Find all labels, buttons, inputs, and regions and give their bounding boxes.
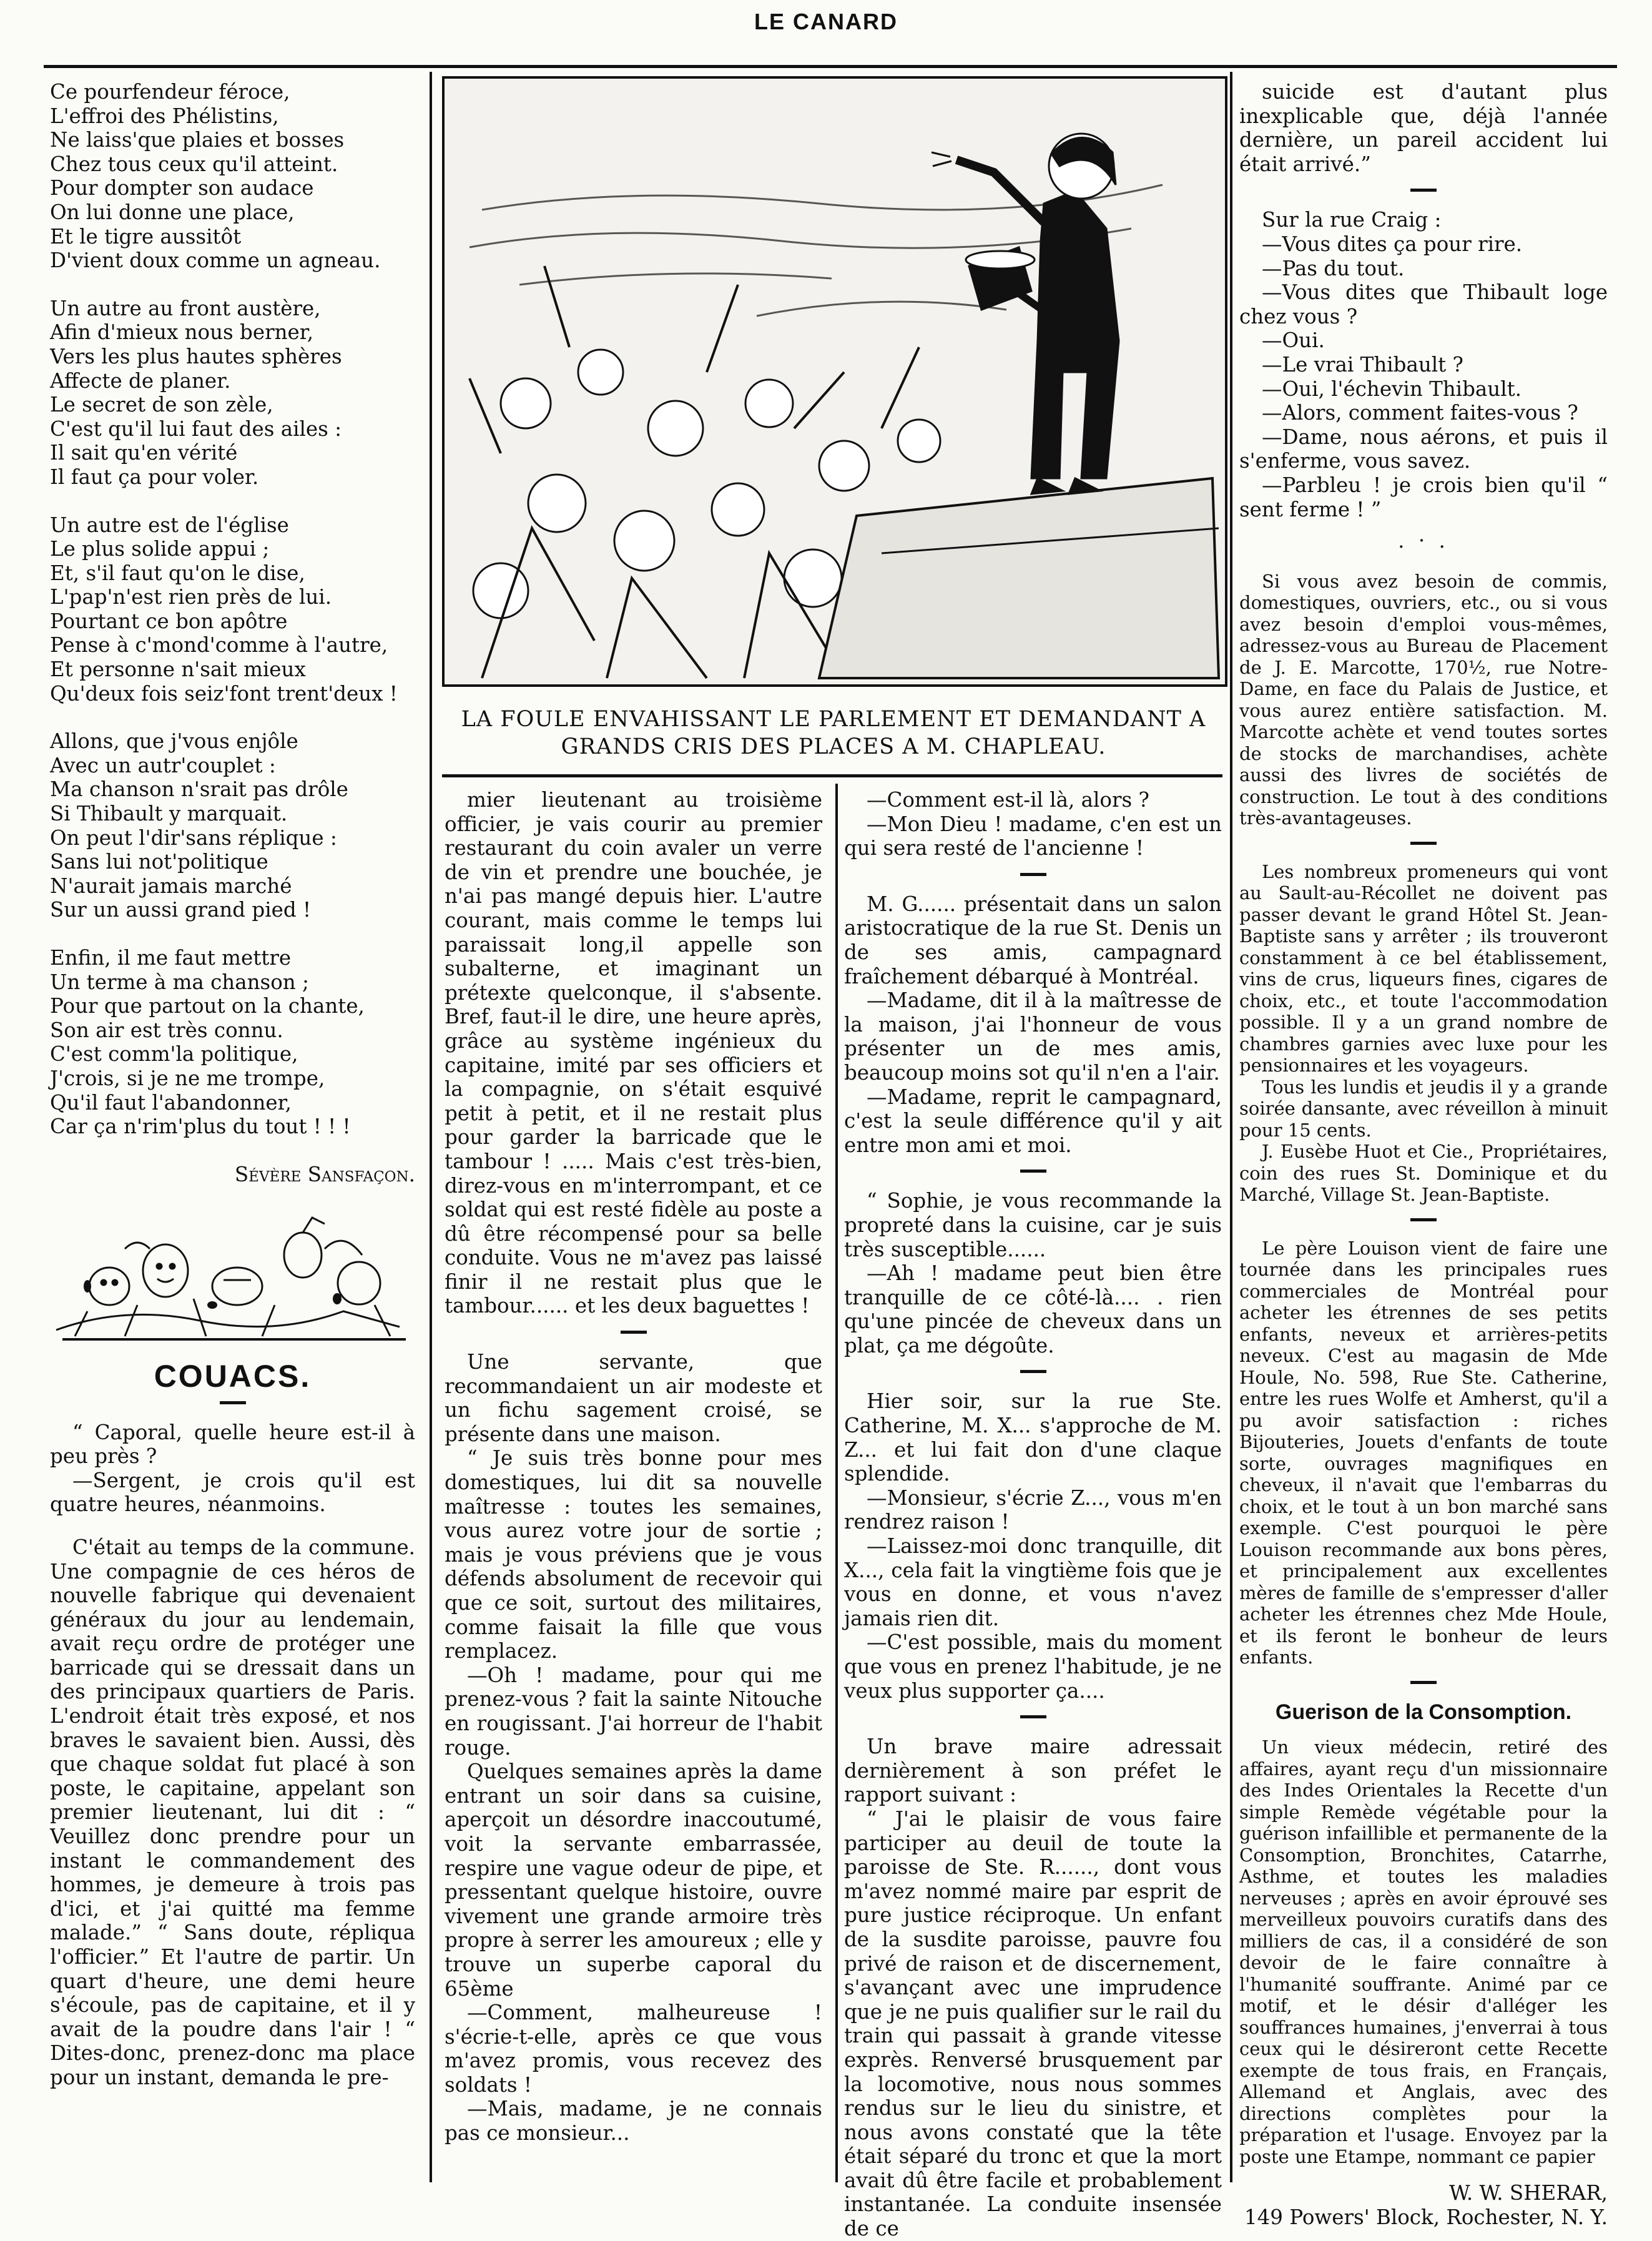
couacs-text: [50, 1421, 415, 2090]
poem-line: Sans lui not'politique: [50, 850, 268, 874]
paragraph: —C'est possible, mais du moment que vous en prenez l'habitude, je ne veux plus supporter ça....: [844, 1630, 1222, 1703]
column-3-text: [844, 788, 1222, 2241]
poem-line: Le plus solide appui ;: [50, 537, 270, 561]
paragraph: —Oui.: [1262, 328, 1325, 353]
column-1: [50, 80, 415, 2090]
separator-dots: . · .: [1398, 529, 1449, 553]
poem-line: Ne laiss'que plaies et bosses: [50, 128, 345, 152]
poem-line: Affecte de planer.: [50, 368, 231, 393]
poem-line: C'est qu'il lui faut des ailes :: [50, 416, 342, 441]
poem-line: J'crois, si je ne me trompe,: [50, 1066, 325, 1090]
paragraph: —Monsieur, s'écrie Z..., vous m'en rendrez raison !: [844, 1485, 1222, 1534]
poem-line: Vers les plus hautes sphères: [50, 344, 342, 368]
column-rule: [1230, 72, 1232, 2182]
poem-stanza: [50, 513, 415, 706]
paragraph: —Ah ! madame peut bien être tranquille de ce côté-là.... . rien qu'une pincée de cheveux dans un plat, ça me dégoûte.: [844, 1261, 1222, 1357]
separator: [621, 1331, 647, 1334]
column-rule: [430, 72, 432, 2182]
paragraph: Hier soir, sur la rue Ste. Catherine, M. X... s'approche de M. Z... et lui fait don d'une claque splendide.: [844, 1389, 1222, 1486]
advertisement: J. Eusèbe Huot et Cie., Propriétaires, coin des rues St. Dominique et du Marché, Village St. Jean-Baptiste.: [1239, 1141, 1608, 1206]
poem-line: Il sait qu'en vérité: [50, 441, 238, 465]
paragraph: —Mais, madame, je ne connais pas ce monsieur...: [445, 2097, 822, 2145]
paragraph: Un brave maire adressait dernièrement à son préfet le rapport suivant :: [844, 1735, 1222, 1807]
poem-line: Et le tigre aussitôt: [50, 224, 242, 249]
advertiser-name: W. W. SHERAR,: [1449, 2181, 1608, 2205]
poem-line: Ce pourfendeur féroce,: [50, 80, 290, 104]
poem-line: Allons, que j'vous enjôle: [50, 729, 298, 754]
masthead: LE CANARD: [754, 9, 898, 34]
paragraph: Quelques semaines après la dame entrant un soir dans sa cuisine, aperçoit un désordre inaccoutumé, voit la servante embarrassée, respire une vague odeur de pipe, et pressentant quelque histoire, ouvre vivement une grande armoire très propre à serrer les amoureux ; elle y trouve un superbe caporal du 65ème: [445, 1760, 822, 2001]
paragraph: —Oui, l'échevin Thibault.: [1262, 377, 1522, 401]
paragraph: M. G...... présentait dans un salon aristocratique de la rue St. Denis un de ses amis, campagnard fraîchement débarqué à Montréal.: [844, 892, 1222, 988]
paragraph: “ Sophie, je vous recommande la propreté dans la cuisine, car je suis très susceptible......: [844, 1189, 1222, 1261]
poem-stanza: [50, 80, 415, 273]
couacs-illustration: [50, 1211, 415, 1349]
paragraph: Une servante, que recommandaient un air modeste et un fichu sagement croisé, se présente dans une maison.: [445, 1350, 822, 1446]
paragraph: “ Caporal, quelle heure est-il à peu près ?: [50, 1420, 415, 1469]
poem-line: Avec un autr'couplet :: [50, 753, 276, 777]
poem-line: Pour dompter son audace: [50, 176, 314, 200]
poem-stanza: [50, 729, 415, 922]
advertisements: [1239, 571, 1608, 1668]
couacs-title: COUACS.: [154, 1358, 312, 1394]
advertisement: Les nombreux promeneurs qui vont au Sault-au-Récollet ne doivent pas passer devant le grand Hôtel St. Jean-Baptiste sans y arrêter ; ils trouveront constamment à ce bel établissement, vins de crus, liqueurs fines, cigares de choix, etc., et toute l'accommodation possible. Il y a un grand nombre de chambres garnies avec luxe pour les pensionnaires et les voyageurs.: [1239, 860, 1608, 1076]
craig-title: Sur la rue Craig :: [1262, 208, 1442, 232]
separator: [220, 1401, 246, 1404]
paragraph: —Oh ! madame, pour qui me prenez-vous ? fait la sainte Nitouche en rougissant. J'ai horreur de l'habit rouge.: [445, 1663, 822, 1760]
separator: [1410, 189, 1437, 192]
paragraph: mier lieutenant au troisième officier, je vais courir au premier restaurant du coin avaler un verre de vin et prendre une bouchée, je n'ai pas mangé depuis hier. L'autre courant, mais comme le temps lui paraissait long,il appelle son subalterne, et imaginant un prétexte quelconque, il s'absente. Bref, faut-il le dire, une heure après, grâce au système ingénieux du capitaine, imité par ses officiers et la compagnie, on s'était esquivé petit à petit, et il ne restait plus pour garder la barricade que le tambour ! ..... Mais c'est très-bien, direz-vous en m'interrompant, et ce soldat qui est resté fidèle au poste a dû être récompensé pour sa belle conduite. Vous ne m'avez pas laissé finir il ne restait plus que le tambour...... et les deux baguettes !: [445, 788, 822, 1318]
separator: [1410, 1681, 1437, 1684]
paragraph: —Laissez-moi donc tranquille, dit X..., cela fait la vingtième fois que je vous en donne, et vous n'avez jamais rien dit.: [844, 1534, 1222, 1630]
paragraph: “ J'ai le plaisir de vous faire participer au deuil de toute la paroisse de Ste. R......, dont vous m'avez nommé maire par esprit de pure justice réciproque. Un enfant de la susdite paroisse, pauvre fou privé de raison et de discernement, s'avançant avec une imprudence que je ne puis qualifier sur le rail du train qui passait à grande vitesse exprès. Renversé brusquement par la locomotive, nous nous sommes rendus sur le lieu du sinistre, et nous avons constaté que la tête était séparé du tronc et que la mort avait dû être facile et probablement instantanée. La conduite insensée de ce: [844, 1806, 1222, 2241]
poem-line: Afin d'mieux nous berner,: [50, 320, 314, 345]
poem-line: On peut l'dir'sans réplique :: [50, 825, 337, 850]
separator: [1410, 842, 1437, 845]
poem-line: Et personne n'sait mieux: [50, 658, 306, 682]
column-4: [1239, 80, 1608, 2229]
consumption-title: Guerison de la Consomption.: [1275, 1700, 1572, 1724]
cartoon-illustration: [442, 76, 1227, 687]
poem-line: Le secret de son zèle,: [50, 393, 273, 417]
column-3: [844, 788, 1222, 2241]
paragraph: —Mon Dieu ! madame, c'en est un qui sera resté de l'ancienne !: [844, 812, 1222, 860]
column-2: [445, 788, 822, 2145]
poem-line: Si Thibault y marquait.: [50, 802, 288, 826]
poem-line: N'aurait jamais marché: [50, 874, 292, 898]
paragraph: suicide est d'autant plus inexplicable que, déjà l'année dernière, un pareil accident lui était arrivé.”: [1239, 80, 1608, 176]
poem-line: L'effroi des Phélistins,: [50, 104, 279, 128]
paragraph: —Parbleu ! je crois bien qu'il “ sent ferme ! ”: [1239, 473, 1608, 521]
advertiser-address: 149 Powers' Block, Rochester, N. Y.: [1244, 2205, 1608, 2229]
separator: [1410, 1218, 1437, 1221]
consumption-text: Un vieux médecin, retiré des affaires, ayant reçu d'un missionnaire des Indes Orientales la Recette d'un simple Remède végétable pour la guérison infaillible et permanente de la Consomption, Bronchites, Catarrhe, Asthme, et toutes les maladies nerveuses ; après en avoir éprouvé ses merveilleux pouvoirs curatifs dans des milliers de cas, il a considéré de son devoir de le faire connaître à l'humanité souffrante. Animé par ce motif, et le désir d'alléger les souffrances humaines, j'enverrai à tous ceux qui le désireront cette Recette exempte de tous frais, en Français, Allemand et Anglais, avec des directions complètes pour la préparation et l'usage. Envoyez par la poste une Etampe, nommant ce papier: [1239, 1736, 1608, 2167]
poem-line: Car ça n'rim'plus du tout ! ! !: [50, 1115, 351, 1139]
paragraph: C'était au temps de la commune. Une compagnie de ces héros de nouvelle fabrique qui devenaient généraux du jour au lendemain, avait reçu ordre de protéger une barricade qui se dressait dans un des principaux quartiers de Paris. L'endroit était très exposé, et nos braves le savaient bien. Aussi, dès que chaque soldat fut placé à son poste, le capitaine, appelant son premier lieutenant, lui dit : “ Veuillez donc prendre pour un instant le commandement des hommes, je demeure à trois pas d'ici, et j'ai quitté ma femme malade.” “ Sans doute, répliqua l'officier.” Et l'autre de partir. Un quart d'heure, une demi heure s'écoule, pas de capitaine, et il y avait de la poudre dans l'air ! “ Dites-donc, prenez-donc ma place pour un instant, demanda le pre-: [50, 1535, 415, 2089]
paragraph: —Alors, comment faites-vous ?: [1262, 401, 1578, 425]
advertisement: Le père Louison vient de faire une tournée dans les principales rues commerciales de Montréal pour acheter les étrennes de ses petits enfants, neveux et arrières-petits neveux. C'est au magasin de Mde Houle, No. 598, Rue Ste. Catherine, entre les rues Wolfe et Amherst, qu'il a pu avoir satisfaction : riches Bijouteries, Jouets d'enfants de toute sorte, ouvrages magnifiques en cheveux, il n'avait que l'embarras du choix, et le tout à un bon marché sans exemple. C'est pourquoi le père Louison recommande aux bons pères, et principalement aux excellentes mères de famille de s'empresser d'aller acheter les étrennes chez Mde Houle, et ils feront le bonheur de leurs enfants.: [1239, 1237, 1608, 1668]
poem-line: On lui donne une place,: [50, 200, 295, 224]
paragraph: “ Je suis très bonne pour mes domestiques, lui dit sa nouvelle maîtresse : toutes les semaines, vous aurez votre jour de sortie ; mais je vous préviens que je vous défends absolument de recevoir qui que ce soit, surtout des militaires, comme faisait la fille que vous remplacez.: [445, 1446, 822, 1663]
cartoon-drawing: [445, 79, 1225, 684]
poem-stanza: [50, 297, 415, 490]
paragraph: —Dame, nous aérons, et puis il s'enferme, vous savez.: [1239, 425, 1608, 473]
poem-line: Chez tous ceux qu'il atteint.: [50, 152, 338, 176]
separator: [1020, 1715, 1046, 1718]
poem-line: Ma chanson n'srait pas drôle: [50, 777, 348, 802]
poem-signature: Sévère Sansfaçon.: [234, 1162, 415, 1186]
poem-line: Enfin, il me faut mettre: [50, 946, 292, 970]
advertisement: Si vous avez besoin de commis, domestiques, ouvriers, etc., ou si vous avez besoin d'emploi vous-mêmes, adressez-vous au Bureau de Placement de J. E. Marcotte, 170½, rue Notre-Dame, en face du Palais de Justice, et vous aurez entière satisfaction. M. Marcotte achète et vend toutes sortes de stocks de marchandises, achète aussi des livres de sociétés de construction. Le tout à des conditions très-avantageuses.: [1239, 570, 1608, 829]
separator: [1020, 873, 1046, 876]
paragraph: —Sergent, je crois qu'il est quatre heures, néanmoins.: [50, 1468, 415, 1517]
paragraph: —Madame, reprit le campagnard, c'est la seule différence qu'il y ait entre mon ami et moi.: [844, 1085, 1222, 1157]
illustration-caption: LA FOULE ENVAHISSANT LE PARLEMENT ET DEMANDANT A GRANDS CRIS DES PLACES A M. CHAPLEAU.: [461, 707, 1206, 759]
poem-line: Un autre au front austère,: [50, 296, 321, 320]
caption-rule: [442, 774, 1222, 777]
poem-line: C'est comm'la politique,: [50, 1042, 298, 1066]
poem-line: Qu'il faut l'abandonner,: [50, 1090, 292, 1115]
poem: [50, 80, 415, 1139]
poem-line: Son air est très connu.: [50, 1018, 283, 1042]
paragraph: —Vous dites ça pour rire.: [1262, 232, 1523, 256]
craig-dialogue: [1239, 232, 1608, 521]
poem-line: Un terme à ma chanson ;: [50, 970, 309, 994]
separator: [1020, 1370, 1046, 1373]
poem-stanza: [50, 946, 415, 1139]
column-2-text: [445, 788, 822, 2145]
poem-line: Pourtant ce bon apôtre: [50, 609, 288, 633]
poem-line: Sur un aussi grand pied !: [50, 898, 312, 922]
poem-line: Et, s'il faut qu'on le dise,: [50, 561, 305, 585]
poem-line: Pense à c'mond'comme à l'autre,: [50, 633, 388, 658]
column-rule: [835, 784, 838, 2182]
poem-line: Il faut ça pour voler.: [50, 465, 259, 489]
poem-line: Qu'deux fois seiz'font trent'deux !: [50, 681, 398, 706]
poem-line: Un autre est de l'église: [50, 513, 289, 537]
paragraph: —Le vrai Thibault ?: [1262, 352, 1463, 377]
poem-line: D'vient doux comme un agneau.: [50, 249, 381, 273]
paragraph: —Madame, dit il à la maîtresse de la maison, j'ai l'honneur de vous présenter un de mes amis, beaucoup moins sot qu'il n'en a l'air.: [844, 988, 1222, 1085]
paragraph: —Comment, malheureuse ! s'écrie-t-elle, après ce que vous m'avez promis, vous recevez des soldats !: [445, 2001, 822, 2097]
top-rule: [44, 65, 1617, 68]
paragraph: —Pas du tout.: [1262, 256, 1405, 280]
spacer: [50, 1517, 415, 1535]
paragraph: —Vous dites que Thibault loge chez vous ?: [1239, 280, 1608, 328]
advertisement: Tous les lundis et jeudis il y a grande soirée dansante, avec réveillon à minuit pour 15 cents.: [1239, 1076, 1608, 1141]
poem-line: L'pap'n'est rien près de lui.: [50, 585, 332, 609]
suicide-text: [1239, 80, 1608, 176]
separator: [1020, 1170, 1046, 1173]
poem-line: Pour que partout on la chante,: [50, 994, 365, 1018]
paragraph: —Comment est-il là, alors ?: [867, 788, 1149, 812]
